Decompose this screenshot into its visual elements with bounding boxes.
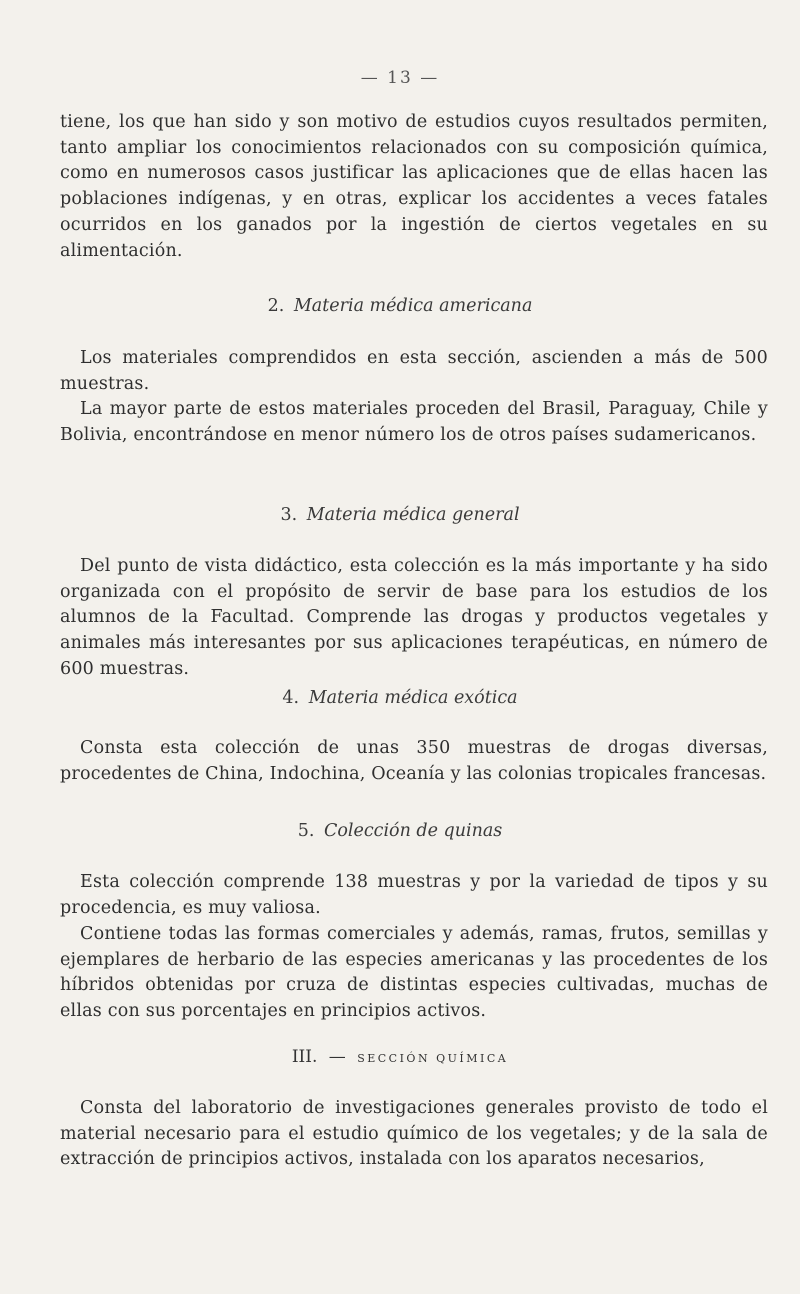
heading-materia-medica-general	[0, 505, 800, 525]
section-number: III.	[291, 1047, 318, 1067]
section-dash: —	[328, 1047, 346, 1067]
paragraph-quinas-contents: Contiene todas las formas comerciales y además, ramas, frutos, semillas y ejemplares de herbario de las especies americanas y las procedentes de los híbridos obtenidas por cruza de distintas especies cultivadas, muchas de ellas con sus porcentajes en principios activos.	[60, 924, 768, 1022]
heading-number: 2.	[267, 296, 285, 316]
heading-title: Materia médica americana	[293, 296, 533, 316]
paragraph-exotica-description: Consta esta colección de unas 350 muestras de drogas diversas, procedentes de China, Indochina, Oceanía y las colonias tropicales francesas.	[60, 738, 768, 784]
heading-coleccion-de-quinas	[0, 821, 800, 841]
paragraph-quimica-description: Consta del laboratorio de investigaciones generales provisto de todo el material necesario para el estudio químico de los vegetales; y de la sala de extracción de principios activos, instalada con los aparatos necesarios,	[60, 1098, 768, 1170]
page-number: — 13 —	[360, 68, 440, 88]
heading-title: Colección de quinas	[323, 821, 503, 841]
heading-materia-medica-americana	[0, 296, 800, 316]
paragraph-quinas-count: Esta colección comprende 138 muestras y por la variedad de tipos y su procedencia, es muy valiosa.	[60, 872, 768, 918]
heading-number: 4.	[282, 688, 300, 708]
paragraph-general-description: Del punto de vista didáctico, esta colección es la más importante y ha sido organizada con el propósito de servir de base para los estudios de los alumnos de la Facultad. Comprende las drogas y productos vegetales y animales más interesantes por sus aplicaciones terapéuticas, en número de 600 muestras.	[60, 556, 768, 679]
section-heading-seccion-quimica	[0, 1047, 800, 1067]
heading-number: 3.	[280, 505, 298, 525]
heading-number: 5.	[297, 821, 315, 841]
paragraph-americana-origin: La mayor parte de estos materiales proceden del Brasil, Paraguay, Chile y Bolivia, encontrándose en menor número los de otros países sudamericanos.	[60, 399, 768, 445]
heading-title: Materia médica general	[306, 505, 520, 525]
paragraph-intro-continued: tiene, los que han sido y son motivo de estudios cuyos resultados permiten, tanto ampliar los conocimientos relacionados con su composición química, como en numerosos casos justificar las aplicaciones que de ellas hacen las poblaciones indígenas, y en otras, explicar los accidentes a veces fatales ocurridos en los ganados por la ingestión de ciertos vegetales en su alimentación.	[60, 112, 768, 261]
heading-title: Materia médica exótica	[308, 688, 518, 708]
paragraph-americana-count: Los materiales comprendidos en esta sección, ascienden a más de 500 muestras.	[60, 348, 768, 394]
heading-materia-medica-exotica	[0, 688, 800, 708]
section-title: SECCIÓN QUÍMICA	[357, 1052, 509, 1065]
